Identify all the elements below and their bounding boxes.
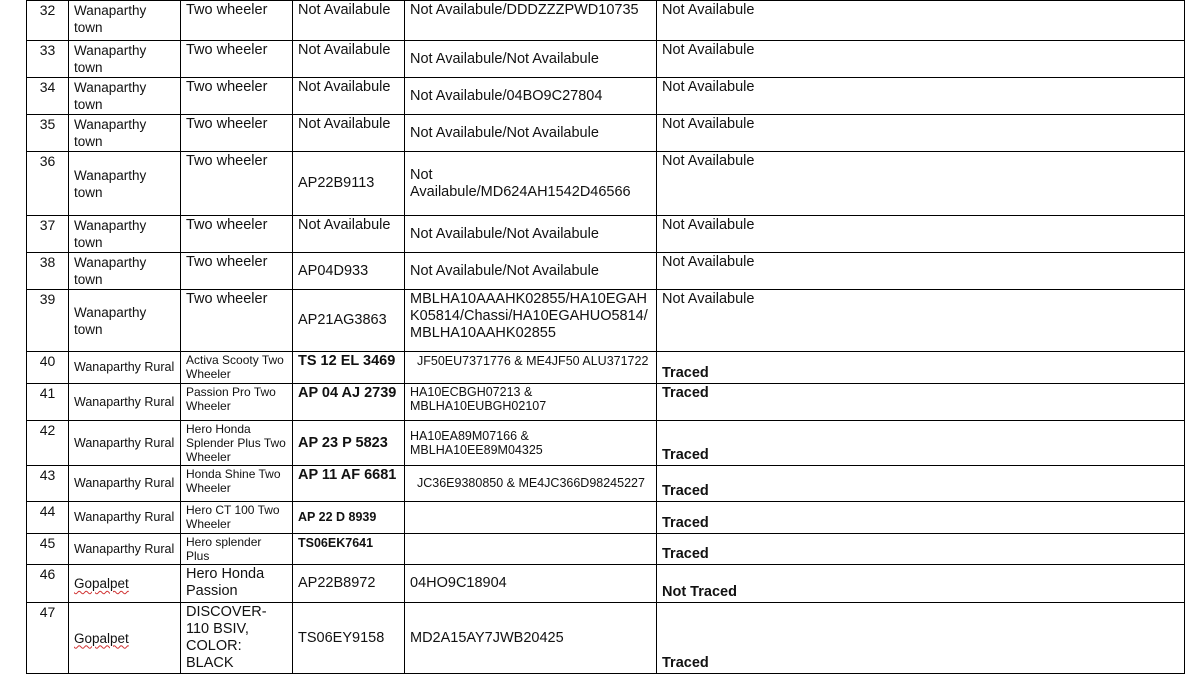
police-station: Wanaparthy Rural: [69, 384, 181, 421]
table-row: [27, 1, 1185, 41]
serial-number: 42: [27, 421, 69, 466]
registration-number: AP22B8972: [293, 565, 405, 603]
engine-chassis-number: Not Availabule/Not Availabule: [405, 115, 657, 152]
serial-number: 32: [27, 1, 69, 41]
trace-status: Traced: [657, 466, 1185, 502]
trace-status: Traced: [657, 352, 1185, 384]
registration-number: Not Availabule: [293, 115, 405, 152]
trace-status: Traced: [657, 603, 1185, 674]
serial-number: 35: [27, 115, 69, 152]
police-station: Wanaparthy town: [69, 253, 181, 290]
serial-number: 36: [27, 152, 69, 216]
vehicle-type: DISCOVER-110 BSIV, COLOR: BLACK: [181, 603, 293, 674]
engine-chassis-number: 04HO9C18904: [405, 565, 657, 603]
serial-number: 40: [27, 352, 69, 384]
registration-number: AP 04 AJ 2739: [293, 384, 405, 421]
police-station: Wanaparthy Rural: [69, 534, 181, 565]
trace-status: Traced: [657, 534, 1185, 565]
serial-number: 38: [27, 253, 69, 290]
registration-number: TS 12 EL 3469: [293, 352, 405, 384]
police-station: Wanaparthy town: [69, 41, 181, 78]
engine-chassis-number: JF50EU7371776 & ME4JF50 ALU371722: [405, 352, 657, 384]
table-row: [27, 41, 1185, 78]
table-row: [27, 502, 1185, 534]
registration-number: Not Availabule: [293, 41, 405, 78]
serial-number: 47: [27, 603, 69, 674]
engine-chassis-number: JC36E9380850 & ME4JC366D98245227: [405, 466, 657, 502]
police-station: Wanaparthy town: [69, 1, 181, 41]
table-row: [27, 216, 1185, 253]
engine-chassis-number: Not Availabule/Not Availabule: [405, 216, 657, 253]
police-station-text: Gopalpet: [74, 630, 129, 646]
police-station: [69, 603, 181, 674]
serial-number: 45: [27, 534, 69, 565]
vehicle-type: Two wheeler: [181, 1, 293, 41]
engine-chassis-number: HA10ECBGH07213 & MBLHA10EUBGH02107: [405, 384, 657, 421]
engine-chassis-number: Not Availabule/MD624AH1542D46566: [405, 152, 657, 216]
registration-number: AP04D933: [293, 253, 405, 290]
police-station: [69, 565, 181, 603]
registration-number: Not Availabule: [293, 216, 405, 253]
trace-status: Not Availabule: [657, 290, 1185, 352]
police-station: Wanaparthy town: [69, 152, 181, 216]
table-row: [27, 421, 1185, 466]
vehicle-type: Two wheeler: [181, 216, 293, 253]
table-row: [27, 384, 1185, 421]
vehicle-type: Two wheeler: [181, 115, 293, 152]
vehicle-type: Two wheeler: [181, 253, 293, 290]
registration-number: AP21AG3863: [293, 290, 405, 352]
police-station: Wanaparthy town: [69, 290, 181, 352]
vehicle-type: Hero Honda Splender Plus Two Wheeler: [181, 421, 293, 466]
police-station: Wanaparthy town: [69, 78, 181, 115]
trace-status: Not Availabule: [657, 115, 1185, 152]
trace-status: Traced: [657, 421, 1185, 466]
vehicle-type: Honda Shine Two Wheeler: [181, 466, 293, 502]
trace-status: Not Availabule: [657, 253, 1185, 290]
vehicle-type: Hero splender Plus: [181, 534, 293, 565]
registration-number: Not Availabule: [293, 1, 405, 41]
police-station-text: Gopalpet: [74, 576, 129, 591]
serial-number: 34: [27, 78, 69, 115]
engine-chassis-number: HA10EA89M07166 & MBLHA10EE89M04325: [405, 421, 657, 466]
vehicle-type: Two wheeler: [181, 152, 293, 216]
registration-number: AP22B9113: [293, 152, 405, 216]
table-row: [27, 565, 1185, 603]
trace-status: Not Availabule: [657, 216, 1185, 253]
vehicle-type: Passion Pro Two Wheeler: [181, 384, 293, 421]
trace-status: Not Traced: [657, 565, 1185, 603]
registration-number: TS06EK7641: [293, 534, 405, 565]
police-station: Wanaparthy Rural: [69, 352, 181, 384]
registration-number: Not Availabule: [293, 78, 405, 115]
trace-status: Not Availabule: [657, 41, 1185, 78]
table-row: [27, 253, 1185, 290]
vehicle-type: Two wheeler: [181, 78, 293, 115]
registration-number: AP 11 AF 6681: [293, 466, 405, 502]
vehicle-type: Hero Honda Passion: [181, 565, 293, 603]
table-row: [27, 603, 1185, 674]
serial-number: 37: [27, 216, 69, 253]
table-row: [27, 290, 1185, 352]
vehicle-records-table: [26, 0, 1185, 674]
engine-chassis-number: Not Availabule/04BO9C27804: [405, 78, 657, 115]
table-row: [27, 534, 1185, 565]
table-row: [27, 152, 1185, 216]
engine-chassis-number: Not Availabule/Not Availabule: [405, 41, 657, 78]
vehicle-type: Activa Scooty Two Wheeler: [181, 352, 293, 384]
serial-number: 44: [27, 502, 69, 534]
serial-number: 39: [27, 290, 69, 352]
serial-number: 43: [27, 466, 69, 502]
registration-number: TS06EY9158: [293, 603, 405, 674]
table-row: [27, 466, 1185, 502]
engine-chassis-number: MD2A15AY7JWB20425: [405, 603, 657, 674]
engine-chassis-number: [405, 502, 657, 534]
vehicle-type: Hero CT 100 Two Wheeler: [181, 502, 293, 534]
serial-number: 46: [27, 565, 69, 603]
police-station: Wanaparthy town: [69, 216, 181, 253]
engine-chassis-number: Not Availabule/Not Availabule: [405, 253, 657, 290]
trace-status: Not Availabule: [657, 152, 1185, 216]
engine-chassis-number: [405, 534, 657, 565]
police-station: Wanaparthy town: [69, 115, 181, 152]
vehicle-type: Two wheeler: [181, 290, 293, 352]
engine-chassis-number: Not Availabule/DDDZZZPWD10735: [405, 1, 657, 41]
serial-number: 41: [27, 384, 69, 421]
trace-status: Not Availabule: [657, 78, 1185, 115]
engine-chassis-number: MBLHA10AAAHK02855/HA10EGAHK05814/Chassi/HA10EGAHUO5814/MBLHA10AAHK02855: [405, 290, 657, 352]
vehicle-type: Two wheeler: [181, 41, 293, 78]
table-row: [27, 352, 1185, 384]
table-row: [27, 115, 1185, 152]
table-row: [27, 78, 1185, 115]
police-station: Wanaparthy Rural: [69, 466, 181, 502]
trace-status: Not Availabule: [657, 1, 1185, 41]
serial-number: 33: [27, 41, 69, 78]
trace-status: Traced: [657, 384, 1185, 421]
registration-number: AP 22 D 8939: [293, 502, 405, 534]
trace-status: Traced: [657, 502, 1185, 534]
registration-number: AP 23 P 5823: [293, 421, 405, 466]
police-station: Wanaparthy Rural: [69, 502, 181, 534]
police-station: Wanaparthy Rural: [69, 421, 181, 466]
